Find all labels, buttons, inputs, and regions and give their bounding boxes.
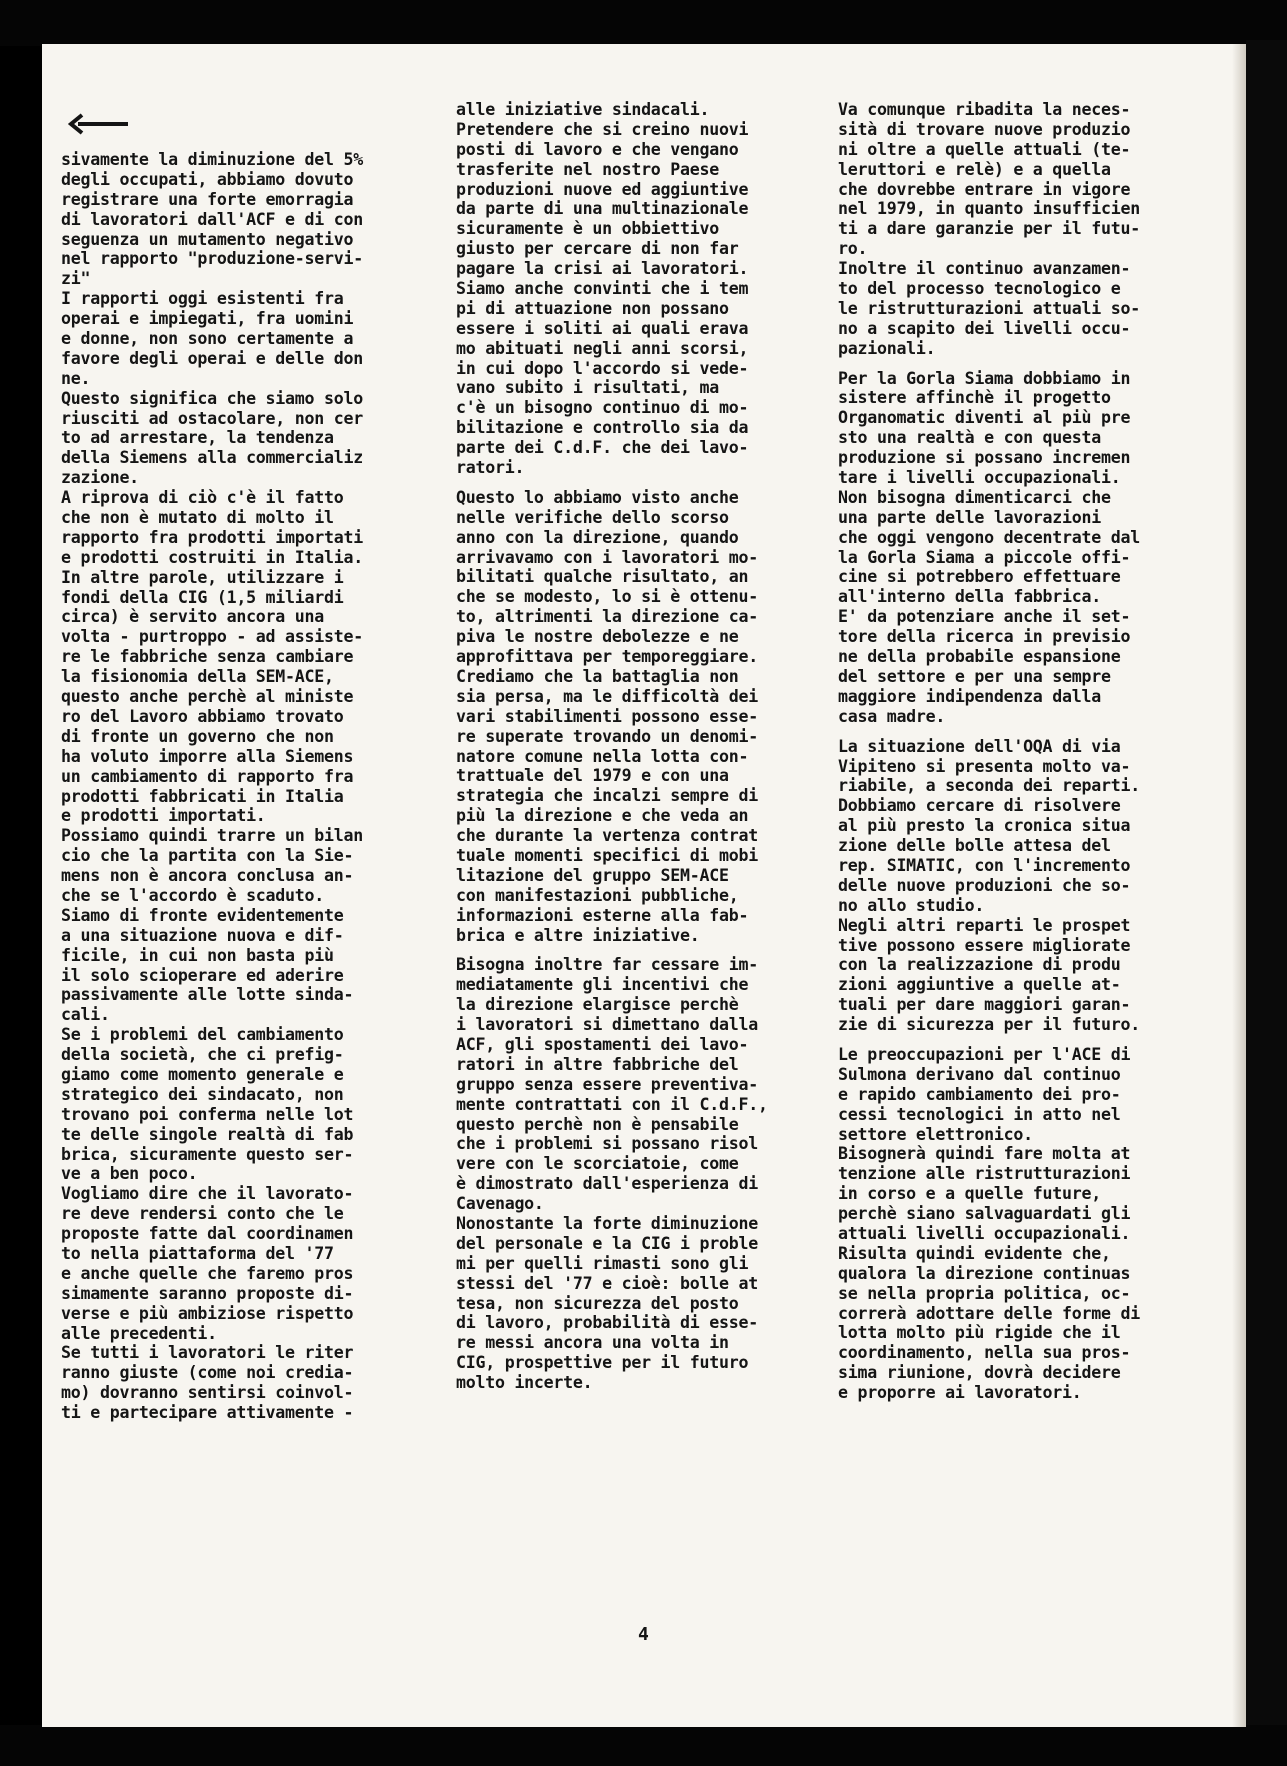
text-line: mediatamente gli incentivi che <box>456 975 749 995</box>
text-line: ACF, gli spostamenti dei lavo- <box>456 1034 749 1054</box>
text-line: Sulmona derivano dal continuo <box>838 1064 1121 1084</box>
text-line: Bisognerà quindi fare molta at <box>838 1144 1131 1164</box>
text-line: tenzione alle ristrutturazioni <box>838 1164 1131 1184</box>
text-line: Pretendere che si creino nuovi <box>456 119 749 139</box>
text-line: trattuale del 1979 e con una <box>456 766 729 786</box>
text-line: lotta molto più rigide che il <box>838 1323 1121 1343</box>
text-line: che durante la vertenza contrat <box>456 826 758 846</box>
text-line: zioni aggiuntive a quelle at- <box>838 975 1121 995</box>
text-line: i lavoratori si dimettano dalla <box>456 1015 758 1035</box>
text-line: ti a dare garanzie per il futu- <box>838 219 1140 239</box>
paragraph-gap <box>456 945 768 955</box>
text-line: seguenza un mutamento negativo <box>61 229 354 249</box>
text-line: Cavenago. <box>456 1194 544 1214</box>
text-line: del settore e per una sempre <box>838 666 1111 686</box>
text-line: litazione del gruppo SEM-ACE <box>456 865 729 885</box>
text-line: sivamente la diminuzione del 5% <box>61 150 363 169</box>
text-line: sia persa, ma le difficoltà dei <box>456 686 758 706</box>
text-line: la Gorla Siama a piccole offi- <box>838 547 1131 567</box>
text-line: proposte fatte dal coordinamen <box>61 1224 354 1244</box>
text-line: mi per quelli rimasti sono gli <box>456 1253 749 1273</box>
text-line: e anche quelle che faremo pros <box>61 1263 354 1283</box>
text-line: zazione. <box>61 468 139 488</box>
text-line: Va comunque ribadita la neces- <box>838 100 1131 119</box>
text-line: tuali per dare maggiori garan- <box>838 995 1131 1015</box>
text-line: e prodotti costruiti in Italia. <box>61 547 363 567</box>
text-line: A riprova di ciò c'è il fatto <box>61 488 344 508</box>
text-line: circa) è servito ancora una <box>61 607 324 627</box>
text-line: Vogliamo dire che il lavorato- <box>61 1184 354 1204</box>
text-line: mo abituati negli anni scorsi, <box>456 338 749 358</box>
text-line: di lavoratori dall'ACF e di con <box>61 209 363 229</box>
text-line: Per la Gorla Siama dobbiamo in <box>838 368 1131 388</box>
text-line: da parte di una multinazionale <box>456 199 749 219</box>
text-line: Nonostante la forte diminuzione <box>456 1213 758 1233</box>
text-line: te delle singole realtà di fab <box>61 1124 354 1144</box>
text-line: che se modesto, lo si è ottenu- <box>456 587 758 607</box>
text-line: con manifestazioni pubbliche, <box>456 885 739 905</box>
text-line: di lavoro, probabilità di esse- <box>456 1313 758 1333</box>
text-line: questo anche perchè al ministe <box>61 687 354 707</box>
text-line: rep. SIMATIC, con l'incremento <box>838 855 1131 875</box>
text-line: sicuramente è un obbiettivo <box>456 219 719 239</box>
text-line: zie di sicurezza per il futuro. <box>838 1015 1140 1035</box>
text-line: re deve rendersi conto che le <box>61 1204 344 1224</box>
text-line: trasferite nel nostro Paese <box>456 159 719 179</box>
text-line: Se tutti i lavoratori le riter <box>61 1343 354 1363</box>
text-line: e proporre ai lavoratori. <box>838 1383 1082 1403</box>
text-line: cessi tecnologici in atto nel <box>838 1104 1121 1124</box>
text-line: mo) dovranno sentirsi coinvol- <box>61 1383 354 1403</box>
text-line: trovano poi conferma nelle lot <box>61 1104 354 1124</box>
text-column-1 <box>61 150 363 1423</box>
text-line: Possiamo quindi trarre un bilan <box>61 826 363 846</box>
text-line: e prodotti importati. <box>61 806 266 826</box>
text-line: re superate trovando un denomi- <box>456 726 758 746</box>
text-line: di fronte un governo che non <box>61 726 334 746</box>
text-line: pi di attuazione non possano <box>456 298 729 318</box>
text-line: arrivavamo con i lavoratori mo- <box>456 547 758 567</box>
text-line: perchè siano salvaguardati gli <box>838 1204 1131 1224</box>
paragraph-gap <box>838 359 1140 369</box>
text-line: informazioni esterne alla fab- <box>456 905 749 925</box>
page-number: 4 <box>638 1624 649 1645</box>
text-line: che oggi vengono decentrate dal <box>838 527 1140 547</box>
text-line: cali. <box>61 1005 110 1025</box>
text-line: Se i problemi del cambiamento <box>61 1025 344 1045</box>
text-line: in cui dopo l'accordo si vede- <box>456 358 749 378</box>
text-line: qualora la direzione continuas <box>838 1263 1131 1283</box>
text-line: correrà adottare delle forme di <box>838 1303 1140 1323</box>
text-line: è dimostrato dall'esperienza di <box>456 1174 758 1194</box>
text-line: ratori. <box>456 458 525 478</box>
text-line: ni oltre a quelle attuali (te- <box>838 139 1131 159</box>
text-line: posti di lavoro e che vengano <box>456 139 739 159</box>
text-line: Risulta quindi evidente che, <box>838 1243 1111 1263</box>
text-line: zione delle bolle attesa del <box>838 836 1111 856</box>
text-line: nelle verifiche dello scorso <box>456 507 729 527</box>
text-line: Crediamo che la battaglia non <box>456 666 739 686</box>
text-line: to ad arrestare, la tendenza <box>61 428 334 448</box>
document-page <box>42 44 1246 1727</box>
text-line: riusciti ad ostacolare, non cer <box>61 408 363 428</box>
text-line: E' da potenziare anche il set- <box>838 607 1131 627</box>
text-line: ti e partecipare attivamente - <box>61 1403 354 1423</box>
text-line: nel rapporto "produzione-servi- <box>61 249 363 269</box>
text-line: nel 1979, in quanto insufficien <box>838 199 1140 219</box>
text-line: I rapporti oggi esistenti fra <box>61 289 344 309</box>
text-line: riabile, a seconda dei reparti. <box>838 776 1140 796</box>
text-line: zi" <box>61 269 91 289</box>
scan-bottom-border <box>0 1725 1287 1766</box>
text-line: cine si potrebbero effettuare <box>838 567 1121 587</box>
text-line: molto incerte. <box>456 1373 593 1393</box>
text-line: stessi del '77 e cioè: bolle at <box>456 1273 758 1293</box>
text-line: simamente saranno proposte di- <box>61 1283 354 1303</box>
text-line: sima riunione, dovrà decidere <box>838 1363 1121 1383</box>
text-line: alle precedenti. <box>61 1323 217 1343</box>
text-line: operai e impiegati, fra uomini <box>61 309 354 329</box>
text-line: che i problemi si possano risol <box>456 1134 758 1154</box>
text-line: a una situazione nuova e dif- <box>61 925 344 945</box>
text-line: La situazione dell'OQA di via <box>838 736 1121 756</box>
text-line: ficile, in cui non basta più <box>61 945 334 965</box>
text-line: Questo significa che siamo solo <box>61 388 363 408</box>
text-line: il solo scioperare ed aderire <box>61 965 344 985</box>
text-line: Bisogna inoltre far cessare im- <box>456 955 758 975</box>
text-line: no a scapito dei livelli occu- <box>838 318 1131 338</box>
paragraph-gap <box>838 1035 1140 1045</box>
text-line: ro. <box>838 239 868 259</box>
paragraph-gap <box>456 478 768 488</box>
text-line: registrare una forte emorragia <box>61 189 354 209</box>
text-line: bilitati qualche risultato, an <box>456 567 749 587</box>
text-line: al più presto la cronica situa <box>838 816 1131 836</box>
text-line: passivamente alle lotte sinda- <box>61 985 354 1005</box>
text-line: produzione si possano incremen <box>838 448 1131 468</box>
text-line: la fisionomia della SEM-ACE, <box>61 667 334 687</box>
text-line: che se l'accordo è scaduto. <box>61 885 324 905</box>
text-line: sto una realtà e con questa <box>838 428 1101 448</box>
text-line: e donne, non sono certamente a <box>61 329 354 349</box>
text-column-2 <box>456 100 768 1393</box>
text-line: Siamo di fronte evidentemente <box>61 905 344 925</box>
text-line: parte dei C.d.F. che dei lavo- <box>456 438 749 458</box>
text-line: in corso e a quelle future, <box>838 1184 1101 1204</box>
text-line: vere con le scorciatoie, come <box>456 1154 739 1174</box>
text-line: mens non è ancora conclusa an- <box>61 866 354 886</box>
scan-top-border <box>0 0 1287 46</box>
text-line: casa madre. <box>838 706 946 726</box>
text-line: c'è un bisogno continuo di mo- <box>456 398 749 418</box>
scan-right-border <box>1246 40 1287 1730</box>
text-line: giamo come momento generale e <box>61 1064 344 1084</box>
text-line: della Siemens alla commercializ <box>61 448 363 468</box>
text-line: ve a ben poco. <box>61 1164 198 1184</box>
text-line: le ristrutturazioni attuali so- <box>838 298 1140 318</box>
text-line: settore elettronico. <box>838 1124 1033 1144</box>
text-line: verse e più ambiziose rispetto <box>61 1303 354 1323</box>
text-line: essere i soliti ai quali erava <box>456 318 749 338</box>
text-line: volta - purtroppo - ad assiste- <box>61 627 363 647</box>
text-line: prodotti fabbricati in Italia <box>61 786 344 806</box>
text-column-3 <box>838 100 1140 1403</box>
text-line: giusto per cercare di non far <box>456 239 739 259</box>
text-line: re messi ancora una volta in <box>456 1333 729 1353</box>
text-line: produzioni nuove ed aggiuntive <box>456 179 749 199</box>
text-line: re le fabbriche senza cambiare <box>61 647 354 667</box>
text-line: se nella propria politica, oc- <box>838 1283 1131 1303</box>
text-line: Organomatic diventi al più pre <box>838 408 1131 428</box>
text-line: ne della probabile espansione <box>838 647 1121 667</box>
text-line: In altre parole, utilizzare i <box>61 567 344 587</box>
text-line: brica, sicuramente questo ser- <box>61 1144 354 1164</box>
text-line: ranno giuste (come noi credia- <box>61 1363 354 1383</box>
text-line: no allo studio. <box>838 895 985 915</box>
text-line: to, altrimenti la direzione ca- <box>456 607 758 627</box>
text-line: vano subito i risultati, ma <box>456 378 719 398</box>
text-line: piva le nostre debolezze e ne <box>456 627 739 647</box>
text-line: attuali livelli occupazionali. <box>838 1223 1131 1243</box>
text-line: ratori in altre fabbriche del <box>456 1054 739 1074</box>
text-line: pagare la crisi ai lavoratori. <box>456 259 749 279</box>
text-line: natore comune nella lotta con- <box>456 746 749 766</box>
text-line: che dovrebbe entrare in vigore <box>838 179 1131 199</box>
text-line: favore degli operai e delle don <box>61 348 363 368</box>
left-arrow-icon <box>68 112 130 136</box>
text-line: strategico dei sindacato, non <box>61 1084 344 1104</box>
text-line: Inoltre il continuo avanzamen- <box>838 259 1131 279</box>
text-line: tare i livelli occupazionali. <box>838 468 1121 488</box>
text-line: leruttori e relè) e a quella <box>838 159 1111 179</box>
paragraph-gap <box>838 727 1140 737</box>
text-line: degli occupati, abbiamo dovuto <box>61 169 354 189</box>
text-line: della società, che ci prefig- <box>61 1045 344 1065</box>
text-line: più la direzione e che veda an <box>456 806 749 826</box>
text-line: una parte delle lavorazioni <box>838 507 1101 527</box>
text-line: bilitazione e controllo sia da <box>456 418 749 438</box>
text-line: to del processo tecnologico e <box>838 279 1121 299</box>
text-line: ro del Lavoro abbiamo trovato <box>61 706 344 726</box>
text-line: mente contrattati con il C.d.F., <box>456 1094 768 1114</box>
text-line: tive possono essere migliorate <box>838 935 1131 955</box>
text-line: cio che la partita con la Sie- <box>61 846 354 866</box>
text-line: pazionali. <box>838 338 936 358</box>
text-line: sistere affinchè il progetto <box>838 388 1111 408</box>
text-line: un cambiamento di rapporto fra <box>61 766 354 786</box>
text-line: ne. <box>61 368 91 388</box>
text-line: Dobbiamo cercare di risolvere <box>838 796 1121 816</box>
text-line: tesa, non sicurezza del posto <box>456 1293 739 1313</box>
text-line: CIG, prospettive per il futuro <box>456 1353 749 1373</box>
text-line: Non bisogna dimenticarci che <box>838 487 1111 507</box>
text-line: Le preoccupazioni per l'ACE di <box>838 1044 1131 1064</box>
text-line: gruppo senza essere preventiva- <box>456 1074 758 1094</box>
text-line: approfittava per temporeggiare. <box>456 647 758 667</box>
text-line: che non è mutato di molto il <box>61 508 334 528</box>
text-line: to nella piattaforma del '77 <box>61 1243 334 1263</box>
text-line: questo perchè non è pensabile <box>456 1114 739 1134</box>
text-line: brica e altre iniziative. <box>456 925 700 945</box>
text-line: ha voluto imporre alla Siemens <box>61 746 354 766</box>
text-line: Siamo anche convinti che i tem <box>456 279 749 299</box>
text-line: rapporto fra prodotti importati <box>61 527 363 547</box>
text-line: Questo lo abbiamo visto anche <box>456 487 739 507</box>
text-line: fondi della CIG (1,5 miliardi <box>61 587 344 607</box>
text-line: delle nuove produzioni che so- <box>838 875 1131 895</box>
text-line: vari stabilimenti possono esse- <box>456 706 758 726</box>
text-line: con la realizzazione di produ <box>838 955 1121 975</box>
text-line: la direzione elargisce perchè <box>456 995 739 1015</box>
text-line: sità di trovare nuove produzio <box>838 119 1131 139</box>
text-line: del personale e la CIG i proble <box>456 1233 758 1253</box>
text-line: tuale momenti specifici di mobi <box>456 845 758 865</box>
text-line: coordinamento, nella sua pros- <box>838 1343 1131 1363</box>
text-line: strategia che incalzi sempre di <box>456 786 758 806</box>
text-line: tore della ricerca in previsio <box>838 627 1131 647</box>
text-line: alle iniziative sindacali. <box>456 100 710 119</box>
text-line: Vipiteno si presenta molto va- <box>838 756 1131 776</box>
text-line: e rapido cambiamento dei pro- <box>838 1084 1121 1104</box>
text-line: anno con la direzione, quando <box>456 527 739 547</box>
text-line: Negli altri reparti le prospet <box>838 915 1131 935</box>
text-line: all'interno della fabbrica. <box>838 587 1101 607</box>
text-line: maggiore indipendenza dalla <box>838 686 1101 706</box>
